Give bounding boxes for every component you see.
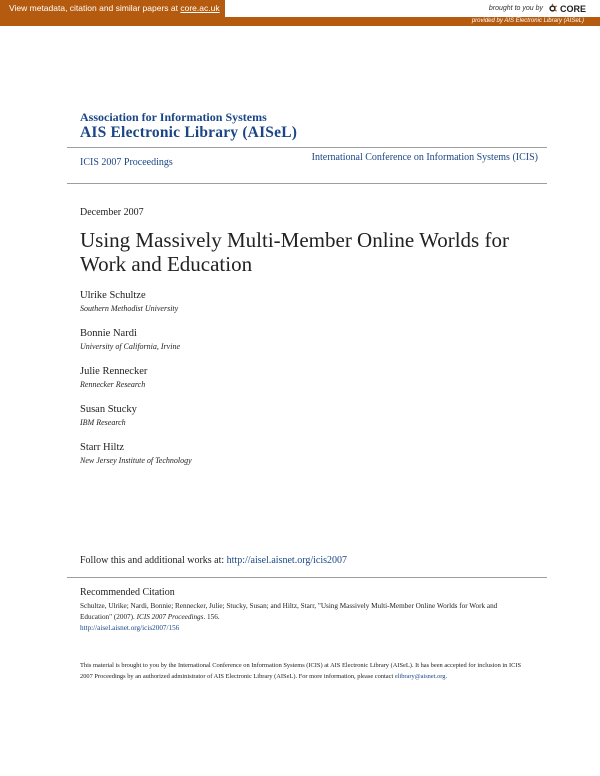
author-name: Starr Hiltz (80, 442, 125, 453)
author-affiliation: IBM Research (80, 418, 126, 427)
organization-header (80, 110, 297, 142)
author-entry (80, 403, 192, 441)
provided-by-strip: provided by AIS Electronic Library (AISeL) (0, 17, 600, 26)
core-banner (0, 0, 600, 28)
paper-title: Using Massively Multi-Member Online Worlds for Work and Education (80, 228, 509, 276)
author-name: Bonnie Nardi (80, 328, 137, 339)
follow-link[interactable]: http://aisel.aisnet.org/icis2007 (226, 555, 348, 566)
citation-divider (67, 577, 547, 578)
notice-text: This material is brought to you by the International Conference on Information Systems (ICIS) at AIS Electronic Library (AISeL). It has been accepted for inclusion in ICIS 2007 Proceedings by an authorized administrator of AIS Electronic Library (AISeL). For more information, please contact (80, 662, 522, 680)
bottom-divider (67, 183, 547, 184)
citation-link[interactable]: http://aisel.aisnet.org/icis2007/156 (80, 624, 180, 632)
access-notice (80, 660, 530, 682)
publication-date: December 2007 (80, 207, 144, 218)
core-logo[interactable] (547, 3, 586, 14)
association-name[interactable]: Association for Information Systems (80, 110, 267, 124)
notice-end: . (445, 673, 448, 680)
author-list (80, 289, 192, 479)
top-divider (67, 147, 547, 148)
author-entry (80, 327, 192, 365)
core-link-prefix: View metadata, citation and similar papers at (9, 3, 181, 13)
recommended-citation-heading: Recommended Citation (80, 587, 175, 598)
core-logo-icon (547, 3, 558, 14)
core-metadata-link[interactable] (0, 0, 225, 17)
citation-number: . 156. (203, 613, 220, 621)
author-name: Ulrike Schultze (80, 290, 146, 301)
author-affiliation: University of California, Irvine (80, 342, 180, 351)
citation-text: Schultze, Ulrike; Nardi, Bonnie; Rennecker, Julie; Stucky, Susan; and Hiltz, Starr, "Using Massively Multi-Member Online Worlds for Work and Education" (2007). (80, 602, 498, 621)
author-affiliation: Rennecker Research (80, 380, 146, 389)
core-logo-text: CORE (559, 3, 586, 14)
contact-email-link[interactable]: elibrary@aisnet.org (394, 673, 446, 680)
author-entry (80, 365, 192, 403)
author-affiliation: New Jersey Institute of Technology (80, 456, 192, 465)
follow-text: Follow this and additional works at: (80, 555, 227, 566)
author-entry (80, 441, 192, 479)
author-name: Julie Rennecker (80, 366, 148, 377)
recommended-citation (80, 601, 530, 634)
library-name[interactable]: AIS Electronic Library (AISeL) (80, 124, 298, 141)
brought-text: brought to you by (488, 5, 543, 12)
author-name: Susan Stucky (80, 404, 137, 415)
core-link-domain[interactable]: core.ac.uk (180, 3, 220, 13)
brought-to-you (489, 3, 586, 14)
follow-line (80, 555, 347, 566)
author-entry (80, 289, 192, 327)
author-affiliation: Southern Methodist University (80, 304, 179, 313)
citation-source: ICIS 2007 Proceedings (136, 613, 204, 621)
proceedings-link[interactable]: ICIS 2007 Proceedings (80, 157, 173, 168)
conference-link[interactable]: International Conference on Information Systems (ICIS) (311, 152, 538, 163)
series-row (80, 149, 538, 179)
